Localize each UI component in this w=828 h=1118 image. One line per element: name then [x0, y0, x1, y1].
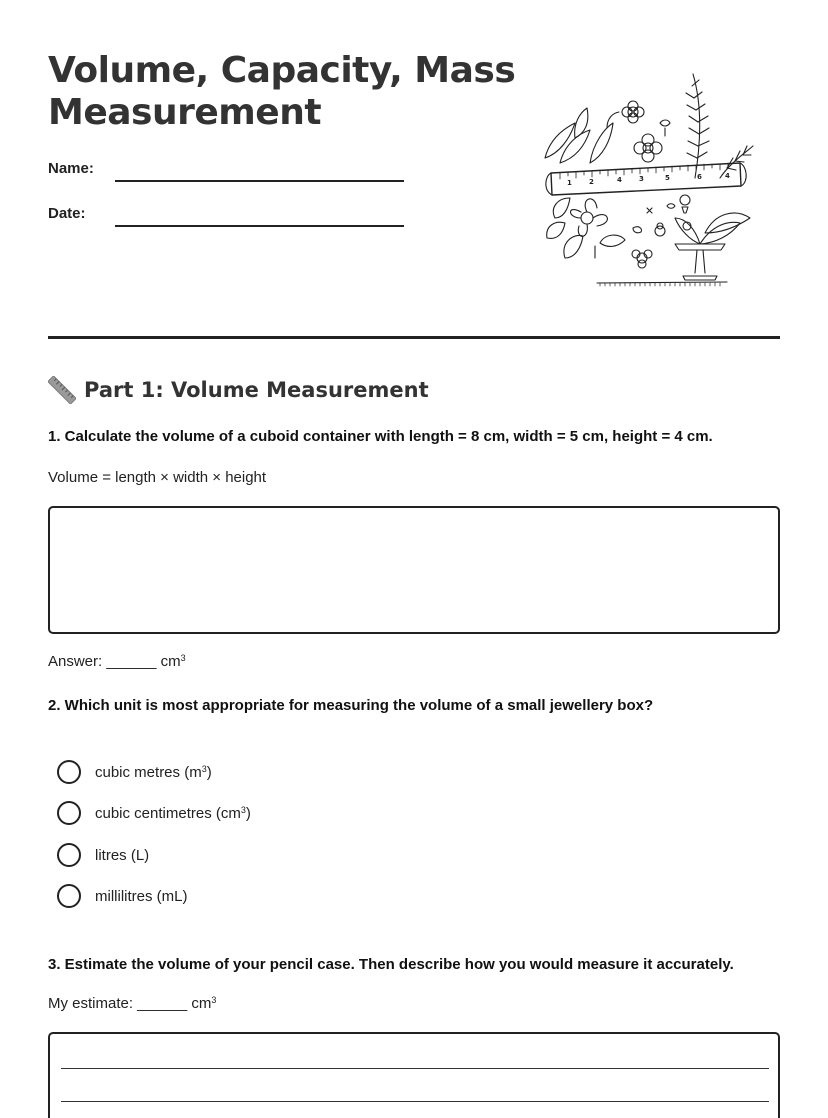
svg-text:5: 5 — [665, 174, 670, 182]
writing-line — [61, 1101, 769, 1102]
svg-text:2: 2 — [589, 178, 594, 186]
name-line[interactable] — [115, 180, 404, 182]
q1-working-box[interactable] — [48, 506, 780, 634]
ruler-icon — [48, 376, 76, 404]
q1-answer-line[interactable]: Answer: ______ $cm^3$ — [48, 653, 186, 670]
date-field — [48, 205, 408, 235]
svg-text:4: 4 — [725, 172, 730, 180]
date-line[interactable] — [115, 225, 404, 227]
floral-measuring-tape-illustration — [535, 68, 760, 290]
q3-writing-box[interactable] — [48, 1032, 780, 1118]
option-label: millilitres (mL) — [95, 887, 188, 905]
worksheet-title: Volume, Capacity, Mass Measurement — [48, 50, 516, 133]
svg-text:4: 4 — [617, 176, 622, 184]
part1-title: Part 1: Volume Measurement — [84, 378, 429, 402]
radio-button[interactable] — [57, 801, 81, 825]
svg-text:6: 6 — [697, 173, 702, 181]
q2-option[interactable] — [57, 842, 149, 868]
option-label: cubic metres $(m^3)$ — [95, 763, 212, 781]
svg-text:1: 1 — [567, 179, 572, 187]
q1-formula: Volume = length × width × height — [48, 469, 267, 486]
q3-estimate-line[interactable]: My estimate: ______ $cm^3$ — [48, 995, 217, 1012]
q2-option[interactable] — [57, 759, 212, 785]
q2-option[interactable] — [57, 800, 251, 826]
radio-button[interactable] — [57, 884, 81, 908]
option-label: cubic centimetres $(cm^3)$ — [95, 804, 251, 822]
option-label: litres (L) — [95, 846, 150, 864]
svg-text:3: 3 — [639, 175, 644, 183]
radio-button[interactable] — [57, 760, 81, 784]
radio-button[interactable] — [57, 843, 81, 867]
name-label: Name: — [48, 160, 94, 177]
q2-option[interactable] — [57, 883, 188, 909]
question-1: 1. Calculate the volume of a cuboid container with length = 8 cm, width = 5 cm, height = 4 cm. — [48, 428, 713, 445]
section-divider — [48, 336, 780, 339]
part1-heading — [48, 374, 429, 406]
question-2: 2. Which unit is most appropriate for measuring the volume of a small jewellery box? — [48, 697, 654, 714]
name-field — [48, 160, 408, 190]
date-label: Date: — [48, 205, 86, 222]
question-3: 3. Estimate the volume of your pencil case. Then describe how you would measure it accurately. — [48, 956, 734, 973]
writing-line — [61, 1068, 769, 1069]
